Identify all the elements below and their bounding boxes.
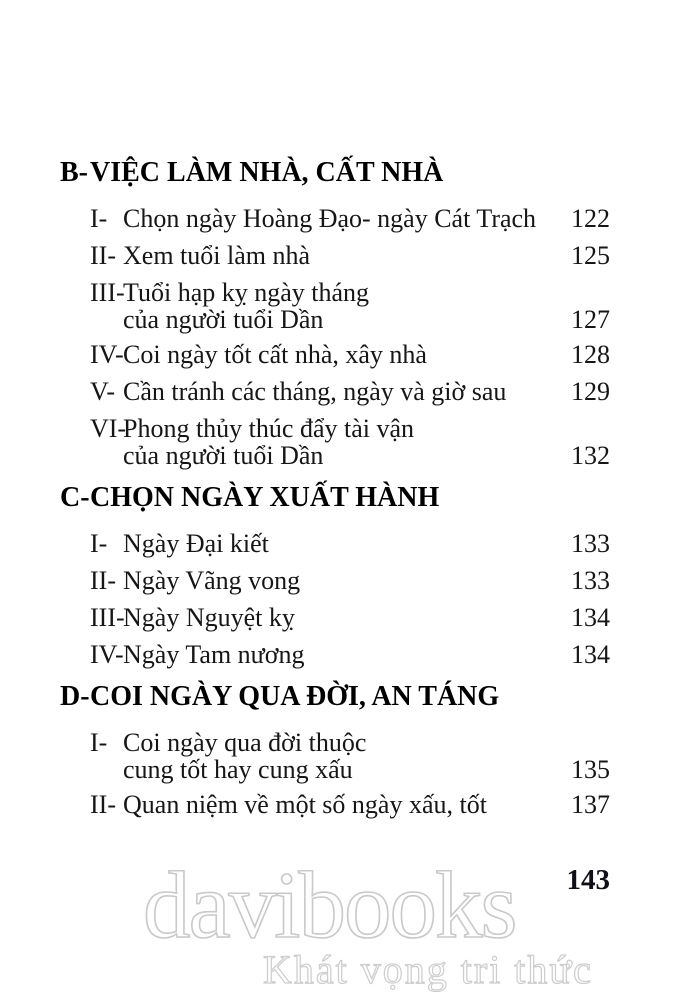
toc-item <box>60 729 610 783</box>
item-numeral: V- <box>90 377 116 406</box>
davibooks-watermark-tagline: Khát vọng tri thức <box>263 947 593 992</box>
section-title: VIỆC LÀM NHÀ, CẤT NHÀ <box>90 157 444 188</box>
davibooks-watermark-logo: davibooks <box>143 852 516 958</box>
item-page-number: 134 <box>571 640 610 669</box>
item-numeral: IV- <box>90 640 124 669</box>
section-letter: C- <box>60 482 90 513</box>
item-title-line2: của người tuổi Dần <box>123 441 324 470</box>
item-numeral: IV- <box>90 340 124 369</box>
section-letter: D- <box>60 681 90 712</box>
item-title-line1: Coi ngày qua đời thuộc <box>123 728 367 757</box>
toc-item <box>60 641 610 668</box>
item-numeral: II- <box>90 566 116 595</box>
section-title: CHỌN NGÀY XUẤT HÀNH <box>90 482 440 513</box>
item-numeral: I- <box>90 529 108 558</box>
item-numeral: I- <box>90 204 108 233</box>
page-folio: 143 <box>566 864 610 896</box>
item-page-number: 137 <box>571 790 610 819</box>
toc-item <box>60 341 610 368</box>
item-title: Cần tránh các tháng, ngày và giờ sau <box>123 377 507 406</box>
item-title: Ngày Vãng vong <box>123 566 301 595</box>
item-title: Coi ngày tốt cất nhà, xây nhà <box>123 340 427 369</box>
item-title: Ngày Tam nương <box>123 640 305 669</box>
item-page-number: 135 <box>571 755 610 784</box>
item-title: Xem tuổi làm nhà <box>123 241 311 270</box>
toc-item <box>60 604 610 631</box>
toc-section-c <box>60 483 610 668</box>
item-page-number: 125 <box>571 241 610 270</box>
section-header <box>60 483 610 513</box>
section-header <box>60 158 610 188</box>
item-numeral: III- <box>90 603 125 632</box>
toc-section-b <box>60 158 610 469</box>
item-page-number: 127 <box>571 305 610 334</box>
toc-section-d <box>60 682 610 818</box>
item-numeral: III- <box>90 278 125 307</box>
item-title: Quan niệm về một số ngày xấu, tốt <box>123 790 487 819</box>
section-letter: B- <box>60 157 88 188</box>
item-numeral: II- <box>90 241 116 270</box>
item-page-number: 129 <box>571 377 610 406</box>
item-page-number: 134 <box>571 603 610 632</box>
item-title: Chọn ngày Hoàng Đạo- ngày Cát Trạch <box>123 204 537 233</box>
section-header <box>60 682 610 712</box>
item-numeral: VI- <box>90 414 127 443</box>
toc-item <box>60 279 610 333</box>
toc-item <box>60 415 610 469</box>
toc-item <box>60 242 610 269</box>
toc-item <box>60 791 610 818</box>
toc-item <box>60 205 610 232</box>
item-title-line2: của người tuổi Dần <box>123 305 324 334</box>
toc-item <box>60 378 610 405</box>
item-title-line1: Tuổi hạp kỵ ngày tháng <box>123 278 370 307</box>
item-page-number: 128 <box>571 340 610 369</box>
toc-item <box>60 567 610 594</box>
item-page-number: 132 <box>571 441 610 470</box>
item-page-number: 133 <box>571 566 610 595</box>
item-page-number: 122 <box>571 204 610 233</box>
item-numeral: I- <box>90 728 108 757</box>
toc-item <box>60 530 610 557</box>
item-numeral: II- <box>90 790 116 819</box>
item-page-number: 133 <box>571 529 610 558</box>
item-title-line2: cung tốt hay cung xấu <box>123 755 353 784</box>
item-title: Ngày Nguyệt kỵ <box>123 603 295 632</box>
item-title: Ngày Đại kiết <box>123 529 269 558</box>
item-title-line1: Phong thủy thúc đẩy tài vận <box>123 414 415 443</box>
section-title: COI NGÀY QUA ĐỜI, AN TÁNG <box>90 681 500 712</box>
